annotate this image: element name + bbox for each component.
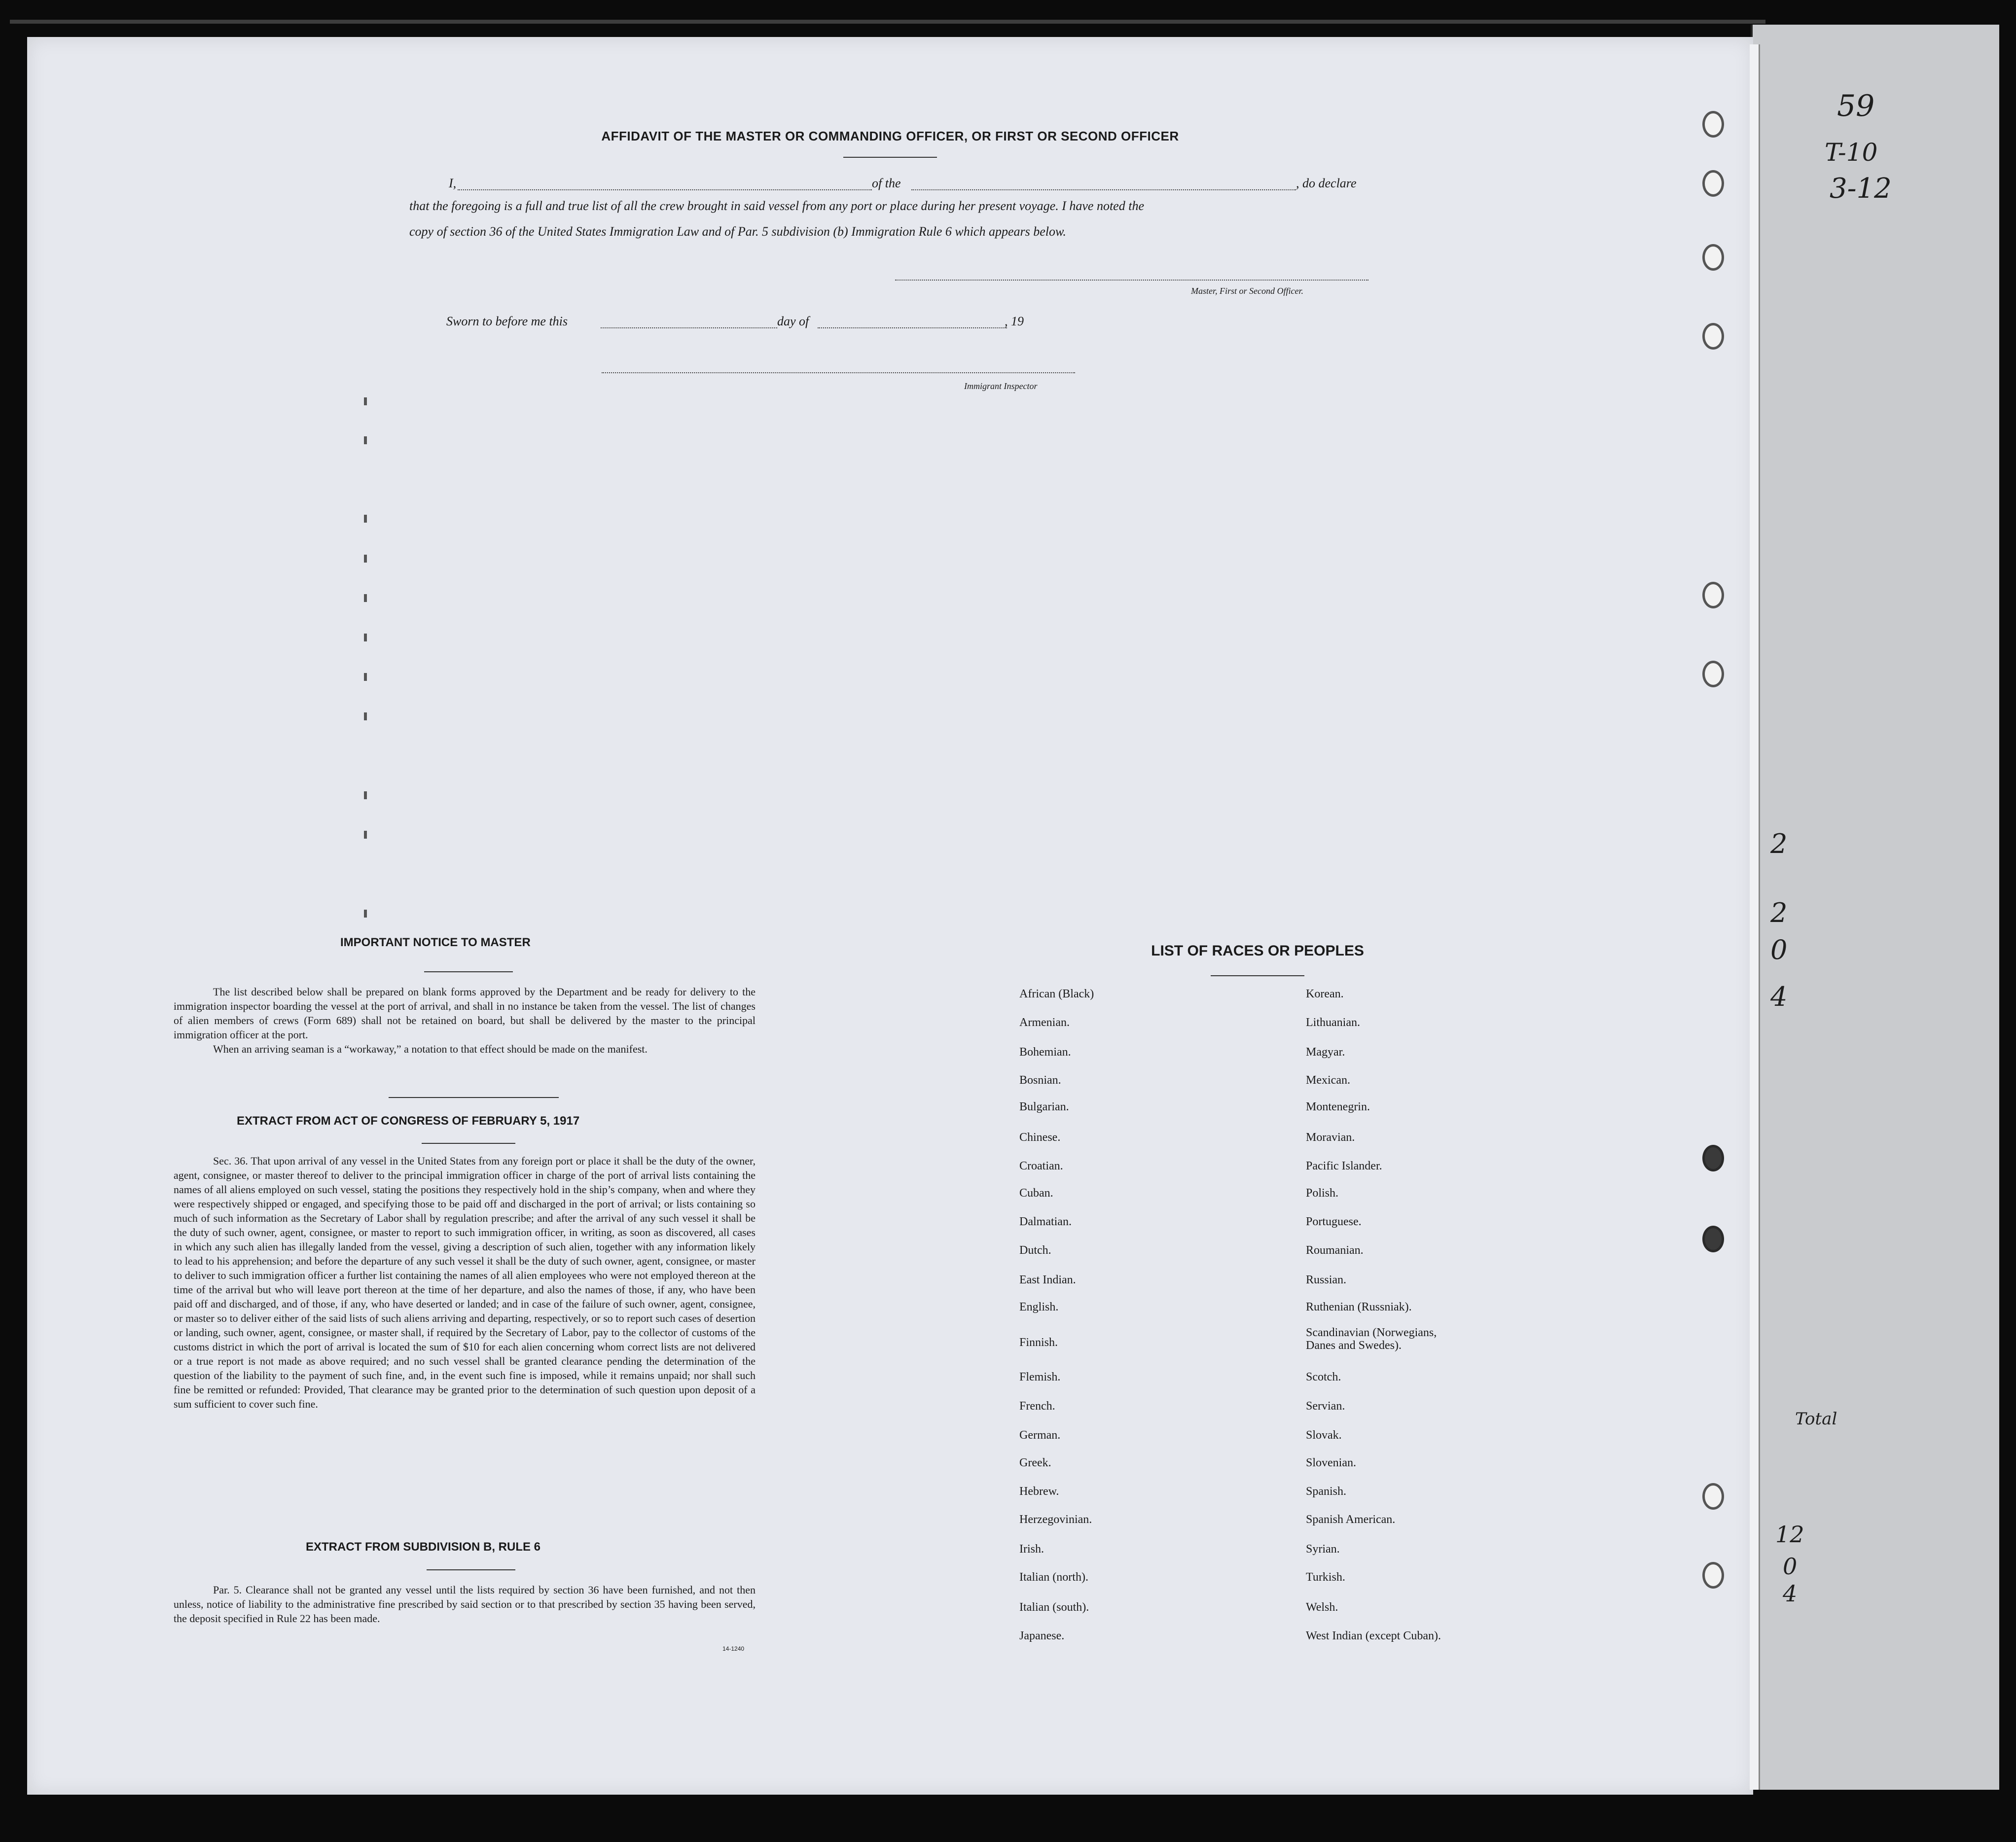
race-right: Welsh. [1306, 1601, 1338, 1614]
race-right: Montenegrin. [1306, 1100, 1370, 1113]
race-right: Russian. [1306, 1274, 1347, 1286]
race-right: Lithuanian. [1306, 1016, 1360, 1029]
notice-divider [389, 1097, 559, 1098]
race-left: Finnish. [1019, 1336, 1058, 1349]
act-paragraph: Sec. 36. That upon arrival of any vessel in the United States from any foreign port or place it shall be the duty of the owner, agent, consignee, or master thereof to deliver to the principal immigration officer in charge of the port of arrival lists containing the names of all aliens employed on such vessel, stating the positions they respectively hold in the ship’s company, when and where they were respectively shipped or engaged, and specifying those to be paid off and discharged in the port of arrival; or lists containing so much of such information as the Secretary of Labor shall by regulation prescribe; and after the arrival of any such vessel it shall be the duty of such owner, agent, consignee, or master to report to such immigration officer, in writing, as soon as discovered, all cases in which any such alien has illegally landed from the vessel, giving a description of such alien, together with any information likely to lead to his apprehension; and before the departure of any such vessel it shall be the duty of such owner, agent, consignee, or master to deliver to such immigration officer a further list containing the names of all alien employees who were not employed thereon at the time of the arrival but who will leave port thereon at the time of her departure, and also the names of those, if any, who have been paid off and discharged, and of those, if any, who have deserted or landed; and in case of the failure of such owner, agent, consignee, or master so to deliver either of the said lists of such aliens arriving and departing, respectively, or so to report such cases of desertion or landing, such owner, agent, consignee, or master shall, if required by the Secretary of Labor, pay to the collector of customs of the customs district in which the port of arrival is located the sum of $10 for each alien concerning whom correct lists are not delivered or a true report is not made as above required; and no such vessel shall be granted clearance pending the determination of the question of the liability to the payment of such fine, and, in the event such fine is imposed, while it remains unpaid; nor shall such fine be remitted or refunded: Provided, That clearance may be granted prior to the determination of such question upon deposit of a sum sufficient to cover such fine. [174, 1155, 756, 1410]
punch-hole [1702, 244, 1724, 271]
race-right: Ruthenian (Russniak). [1306, 1301, 1412, 1313]
race-right: Scotch. [1306, 1371, 1341, 1383]
race-right: Moravian. [1306, 1131, 1355, 1144]
handwritten-note: 0 [1770, 934, 1788, 965]
race-left: Dalmatian. [1019, 1215, 1072, 1228]
mark [364, 673, 367, 681]
punch-hole [1702, 1562, 1724, 1589]
race-left: Hebrew. [1019, 1485, 1059, 1498]
race-left: Greek. [1019, 1456, 1051, 1469]
race-left: Dutch. [1019, 1244, 1051, 1257]
race-right: Turkish. [1306, 1571, 1345, 1584]
race-right: Roumanian. [1306, 1244, 1364, 1257]
mark [364, 555, 367, 563]
act-underline [422, 1143, 515, 1144]
race-left: Chinese. [1019, 1131, 1061, 1144]
race-left: Armenian. [1019, 1016, 1070, 1029]
race-right: Servian. [1306, 1400, 1345, 1413]
race-left: Italian (south). [1019, 1601, 1089, 1614]
race-left: Bulgarian. [1019, 1100, 1069, 1113]
race-right: Korean. [1306, 988, 1344, 1000]
affidavit-do-declare: , do declare [1296, 176, 1357, 190]
race-right: Slovak. [1306, 1429, 1342, 1442]
race-left: English. [1019, 1301, 1059, 1313]
punch-hole [1702, 1483, 1724, 1510]
races-underline [1211, 975, 1304, 976]
race-right: Polish. [1306, 1187, 1339, 1200]
race-right: West Indian (except Cuban). [1306, 1629, 1441, 1642]
races-heading: LIST OF RACES OR PEOPLES [1151, 943, 1364, 959]
race-right: Spanish. [1306, 1485, 1347, 1498]
scan-edge [10, 20, 1765, 24]
month-blank[interactable] [818, 327, 1007, 328]
act-text [174, 1154, 756, 1411]
title-underline [843, 157, 937, 158]
mark [364, 634, 367, 641]
notice-underline [424, 971, 513, 972]
mark [364, 910, 367, 918]
race-left: Bohemian. [1019, 1046, 1071, 1059]
handwritten-note: 59 [1837, 89, 1875, 123]
affidavit-line-3: copy of section 36 of the United States Immigration Law and of Par. 5 subdivision (b) Immigration Rule 6 which appears below. [409, 224, 1066, 239]
year-label: , 19 [1005, 314, 1024, 328]
mark [364, 515, 367, 523]
sworn-day-blank[interactable] [601, 327, 777, 328]
act-heading: EXTRACT FROM ACT OF CONGRESS OF FEBRUARY 5, 1917 [237, 1114, 580, 1128]
punch-hole [1702, 1226, 1724, 1252]
handwritten-note: Total [1795, 1409, 1837, 1429]
handwritten-note: 12 [1775, 1521, 1804, 1548]
notice-body [174, 985, 756, 1056]
inspector-label: Immigrant Inspector [964, 381, 1038, 391]
race-left: East Indian. [1019, 1274, 1076, 1286]
notice-paragraph-2: When an arriving seaman is a “workaway,” a notation to that effect should be made on the manifest. [213, 1043, 648, 1055]
rule-text [174, 1583, 756, 1626]
race-right: Spanish American. [1306, 1513, 1396, 1526]
race-right: Pacific Islander. [1306, 1160, 1382, 1172]
affidavit-line-2: that the foregoing is a full and true list of all the crew brought in said vessel from any port or place during her present voyage. I have noted the [409, 199, 1144, 213]
handwritten-note: 2 [1770, 897, 1788, 928]
rule-heading: EXTRACT FROM SUBDIVISION B, RULE 6 [306, 1540, 541, 1554]
handwritten-note: 3-12 [1830, 173, 1892, 205]
affidavit-of-the: of the [872, 176, 901, 190]
race-left: Herzegovinian. [1019, 1513, 1092, 1526]
punch-hole [1702, 170, 1724, 197]
mark [364, 594, 367, 602]
sworn-label: Sworn to before me this [446, 314, 568, 328]
handwritten-note: 2 [1770, 828, 1788, 859]
affidavit-title: AFFIDAVIT OF THE MASTER OR COMMANDING OFFICER, OR FIRST OR SECOND OFFICER [601, 129, 1179, 143]
notice-heading: IMPORTANT NOTICE TO MASTER [340, 936, 531, 949]
race-left: German. [1019, 1429, 1061, 1442]
affidavit-i-label: I, [449, 176, 457, 190]
punch-hole [1702, 111, 1724, 138]
punch-hole [1702, 323, 1724, 350]
mark [364, 712, 367, 720]
race-right: Portuguese. [1306, 1215, 1362, 1228]
punch-hole [1702, 1145, 1724, 1171]
race-left: Italian (north). [1019, 1571, 1088, 1584]
rule-paragraph: Par. 5. Clearance shall not be granted any vessel until the lists required by section 36 have been furnished, and not then unless, notice of liability to the administrative fine prescribed by said section or to that prescribed by section 35 having been served, the deposit specified in Rule 22 has been made. [174, 1584, 756, 1625]
page-edge [1750, 44, 1760, 1790]
mark [364, 436, 367, 444]
handwritten-note: 4 [1770, 981, 1788, 1012]
inspector-signature-line[interactable] [602, 372, 1075, 373]
name-blank[interactable] [458, 189, 872, 190]
form-number: 14-1240 [722, 1645, 745, 1652]
race-left: Japanese. [1019, 1629, 1065, 1642]
handwritten-note: T-10 [1825, 138, 1878, 167]
race-right: Scandinavian (Norwegians, Danes and Swedes). [1306, 1326, 1437, 1352]
race-left: African (Black) [1019, 988, 1094, 1000]
manifest-page [27, 37, 1753, 1795]
mark [364, 791, 367, 799]
race-right: Syrian. [1306, 1543, 1340, 1556]
race-right: Mexican. [1306, 1074, 1350, 1087]
rule-underline [427, 1569, 515, 1570]
mark [364, 397, 367, 405]
race-left: French. [1019, 1400, 1055, 1413]
race-left: Croatian. [1019, 1160, 1063, 1172]
master-signature-label: Master, First or Second Officer. [1191, 286, 1303, 296]
notice-paragraph-1: The list described below shall be prepared on blank forms approved by the Department and be ready for delivery to the immigration inspector boarding the vessel at the port of arrival, and shall in no instance be taken from the vessel. The list of changes of alien members of crews (Form 689) shall not be retained on board, but shall be delivered by the master to the principal immigration officer at the port. [174, 986, 756, 1041]
vessel-blank[interactable] [911, 189, 1296, 190]
mark [364, 831, 367, 839]
race-left: Bosnian. [1019, 1074, 1061, 1087]
punch-hole [1702, 661, 1724, 687]
race-left: Irish. [1019, 1543, 1044, 1556]
day-of-label: day of [777, 314, 809, 328]
punch-hole [1702, 582, 1724, 608]
race-right: Magyar. [1306, 1046, 1345, 1059]
master-signature-line[interactable] [895, 280, 1368, 281]
race-left: Cuban. [1019, 1187, 1053, 1200]
handwritten-note: 4 [1783, 1580, 1798, 1607]
race-right: Slovenian. [1306, 1456, 1356, 1469]
race-left: Flemish. [1019, 1371, 1061, 1383]
handwritten-note: 0 [1783, 1553, 1798, 1580]
